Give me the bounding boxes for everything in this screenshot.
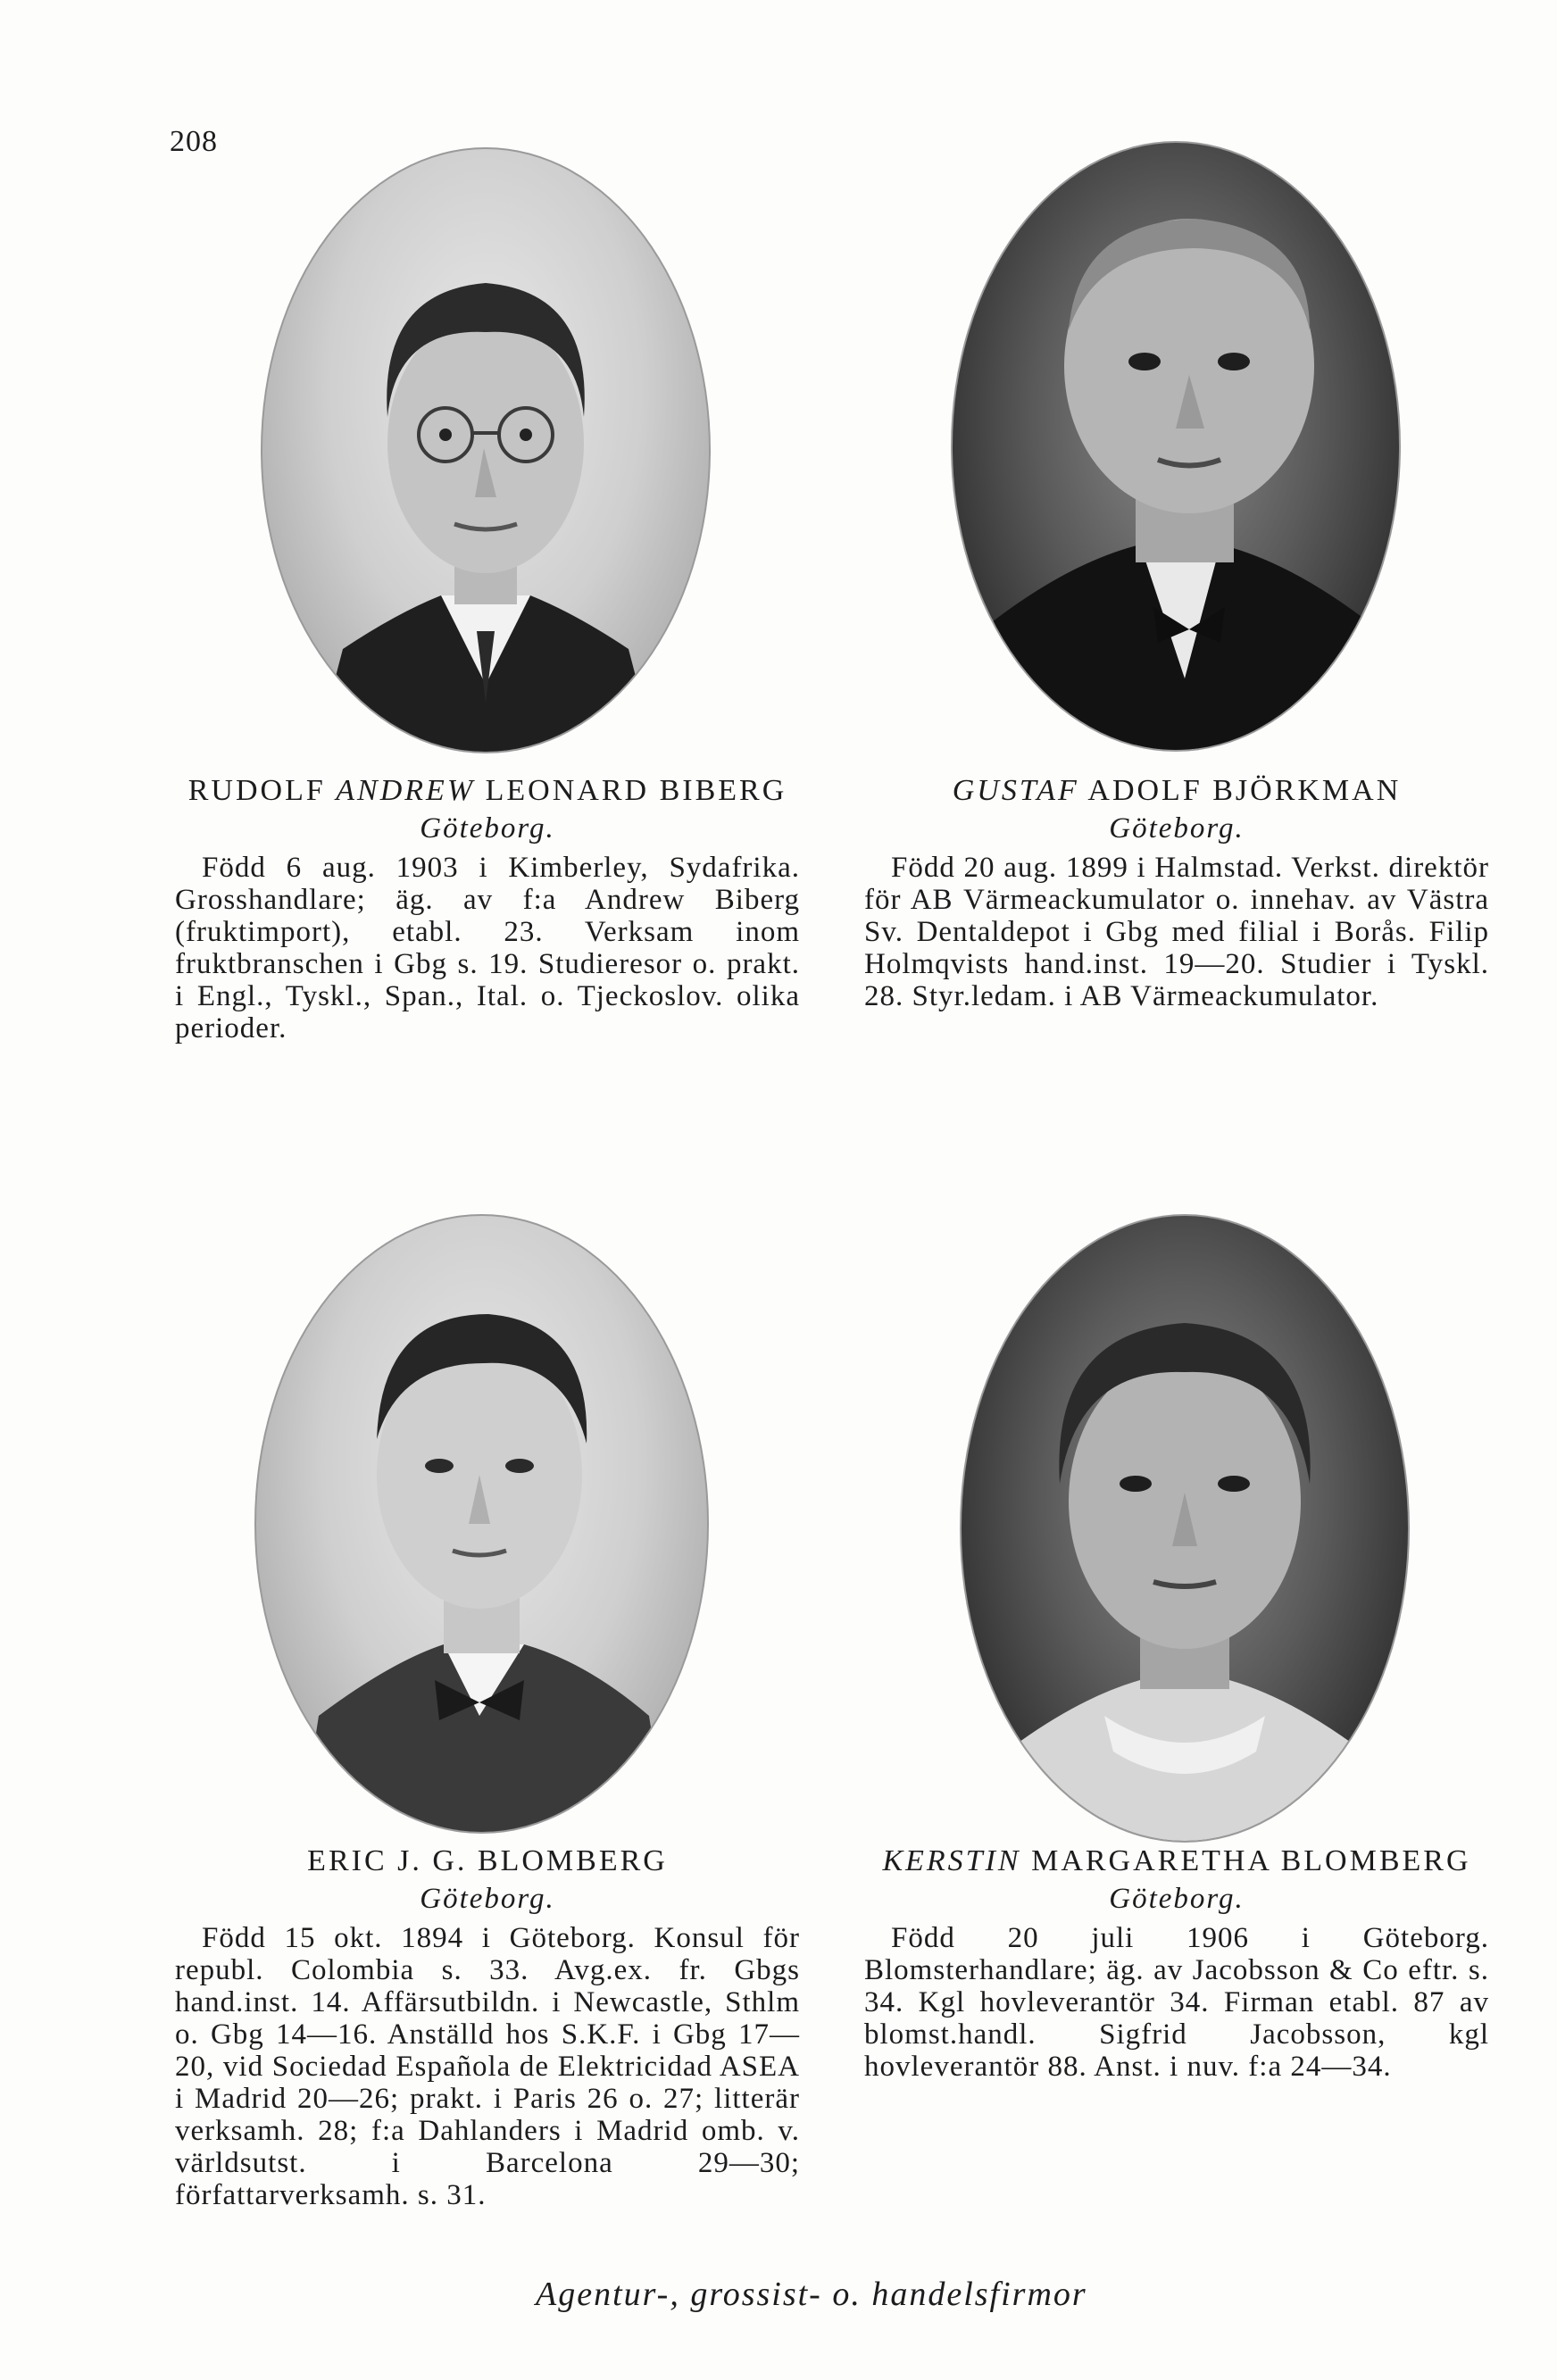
entry-bio: Född 20 juli 1906 i Göteborg. Blomsterhandlare; äg. av Jacobsson & Co eftr. s. 34. Kgl hovleverantör 34. Firman etabl. 87 av blomst.handl. Sigfrid Jacobsson, kgl hovleverantör 88. Anst. i nuv. f:a 24—34. (864, 1922, 1489, 2083)
entry-name (864, 773, 1489, 809)
name-first: GUSTAF (952, 774, 1079, 807)
portrait-kerstin-blomberg (960, 1214, 1410, 1843)
entry-name (175, 773, 800, 809)
name-first: ANDREW (336, 774, 476, 807)
portrait-figure (962, 1216, 1408, 1841)
portrait-figure (953, 143, 1399, 750)
entry-eric-blomberg (175, 1843, 800, 2211)
entry-city: Göteborg. (1109, 812, 1245, 845)
entry-city: Göteborg. (420, 812, 555, 845)
portrait-figure (256, 1216, 707, 1832)
entry-name (864, 1843, 1489, 1879)
entry-gustaf-bjorkman (864, 773, 1489, 1012)
name-part: RUDOLF (187, 774, 337, 807)
name-part: ADOLF BJÖRKMAN (1078, 774, 1402, 807)
name-first: KERSTIN (882, 1844, 1021, 1877)
running-footer: Agentur-, grossist- o. handelsfirmor (536, 2276, 1087, 2313)
entry-bio: Född 20 aug. 1899 i Halmstad. Verkst. direktör för AB Värmeackumulator o. innehav. av Västra Sv. Dentaldepot i Gbg med filial i Borås. Filip Holmqvists hand.inst. 19—20. Studier i Tyskl. 28. Styr.ledam. i AB Värmeackumulator. (864, 852, 1489, 1012)
entry-bio: Född 6 aug. 1903 i Kimberley, Sydafrika. Grosshandlare; äg. av f:a Andrew Biberg (fruktimport), etabl. 23. Verksam inom fruktbranschen i Gbg s. 19. Studieresor o. prakt. i Engl., Tyskl., Span., Ital. o. Tjeckoslov. olika perioder. (175, 852, 800, 1044)
page-number: 208 (170, 125, 218, 158)
entry-name (175, 1843, 800, 1879)
name-part: LEONARD BIBERG (475, 774, 787, 807)
entry-city: Göteborg. (1109, 1883, 1245, 1915)
name-part: MARGARETHA BLOMBERG (1020, 1844, 1471, 1877)
portrait-figure (262, 149, 709, 752)
entry-rudolf-biberg (175, 773, 800, 1044)
entry-bio: Född 15 okt. 1894 i Göteborg. Konsul för republ. Colombia s. 33. Avg.ex. fr. Gbgs hand.inst. 14. Affärsutbildn. i Newcastle, Sthlm o. Gbg 14—16. Anställd hos S.K.F. i Gbg 17—20, vid Sociedad Española de Elektricidad ASEA i Madrid 20—26; prakt. i Paris 26 o. 27; litterär verksamh. 28; f:a Dahlanders i Madrid omb. v. världsutst. i Barcelona 29—30; författarverksamh. s. 31. (175, 1922, 800, 2211)
name-part: ERIC J. G. BLOMBERG (307, 1844, 668, 1877)
portrait-eric-blomberg (254, 1214, 709, 1834)
entry-city: Göteborg. (420, 1883, 555, 1915)
entry-kerstin-blomberg (864, 1843, 1489, 2083)
portrait-rudolf-biberg (261, 147, 711, 753)
portrait-gustaf-bjorkman (951, 141, 1401, 752)
